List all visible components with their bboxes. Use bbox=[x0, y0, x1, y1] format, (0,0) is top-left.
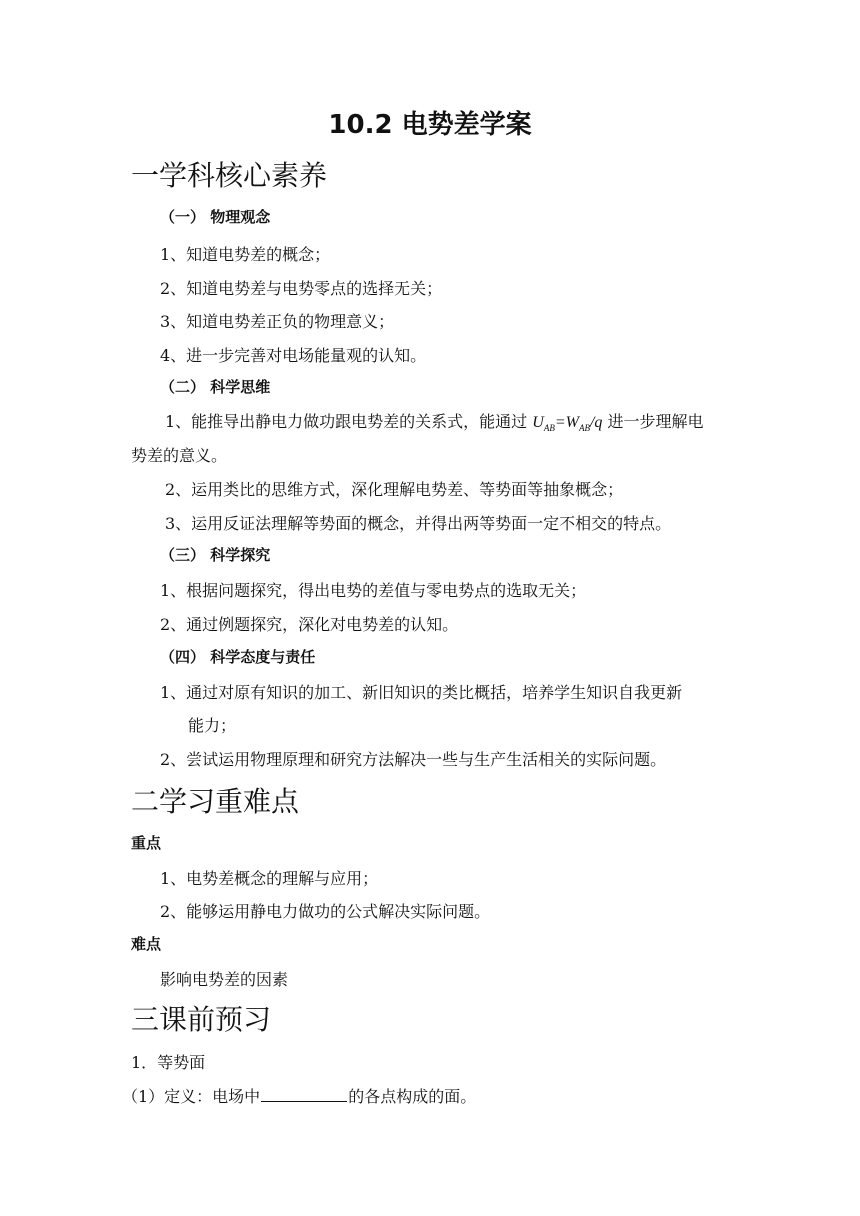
list-item: 4、进一步完善对电场能量观的认知。 bbox=[160, 346, 427, 365]
difficulty-label: 难点 bbox=[131, 935, 162, 953]
list-item: 2、能够运用静电力做功的公式解决实际问题。 bbox=[160, 902, 491, 921]
formula-w: W bbox=[565, 414, 579, 431]
difficulty-text: 影响电势差的因素 bbox=[160, 970, 289, 989]
definition-suffix: 的各点构成的面。 bbox=[348, 1087, 477, 1106]
list-item: 1、电势差概念的理解与应用； bbox=[160, 869, 379, 888]
formula-u: U bbox=[532, 414, 544, 431]
definition-line bbox=[122, 1084, 476, 1107]
list-item-continuation: 能力； bbox=[188, 716, 237, 735]
list-item-text: 进一步理解电 bbox=[607, 412, 704, 431]
section-heading-key-difficulties: 二学习重难点 bbox=[131, 785, 300, 818]
formula bbox=[532, 414, 603, 434]
list-item: 2、运用类比的思维方式，深化理解电势差、等势面等抽象概念； bbox=[165, 480, 624, 499]
fill-in-blank[interactable] bbox=[261, 1087, 347, 1102]
list-item: 1、知道电势差的概念； bbox=[160, 245, 331, 264]
document-title: 10.2 电势差学案 bbox=[328, 110, 532, 140]
formula-u-subscript: AB bbox=[543, 423, 555, 434]
definition-prefix: （1）定义：电场中 bbox=[122, 1087, 261, 1106]
list-item: 1、根据问题探究，得出电势的差值与零电势点的选取无关； bbox=[160, 581, 587, 600]
list-item: 3、运用反证法理解等势面的概念，并得出两等势面一定不相交的特点。 bbox=[165, 514, 672, 533]
list-item: 2、知道电势差与电势零点的选择无关； bbox=[160, 279, 443, 298]
list-item-text: 1、能推导出静电力做功跟电势差的关系式，能通过 bbox=[165, 412, 528, 431]
subheading-scientific-thinking: （二） 科学思维 bbox=[160, 378, 271, 396]
list-item: 2、尝试运用物理原理和研究方法解决一些与生产生活相关的实际问题。 bbox=[160, 750, 667, 769]
subheading-attitude-responsibility: （四） 科学态度与责任 bbox=[160, 648, 316, 666]
key-points-label: 重点 bbox=[131, 834, 162, 852]
list-item bbox=[165, 409, 704, 433]
list-item: 3、知道电势差正负的物理意义； bbox=[160, 312, 395, 331]
formula-equals: = bbox=[554, 414, 566, 431]
list-item: 1、通过对原有知识的加工、新旧知识的类比概括，培养学生知识自我更新 bbox=[160, 683, 683, 702]
list-item: 1．等势面 bbox=[131, 1053, 206, 1072]
formula-divide-q: /q bbox=[589, 414, 603, 431]
subheading-physics-concepts: （一） 物理观念 bbox=[160, 208, 271, 226]
formula-w-subscript: AB bbox=[578, 423, 590, 434]
list-item: 2、通过例题探究，深化对电势差的认知。 bbox=[160, 615, 459, 634]
section-heading-core-literacy: 一学科核心素养 bbox=[131, 159, 328, 192]
list-item-continuation: 势差的意义。 bbox=[131, 446, 228, 465]
subheading-scientific-inquiry: （三） 科学探究 bbox=[160, 546, 271, 564]
section-heading-preview: 三课前预习 bbox=[131, 1003, 272, 1036]
